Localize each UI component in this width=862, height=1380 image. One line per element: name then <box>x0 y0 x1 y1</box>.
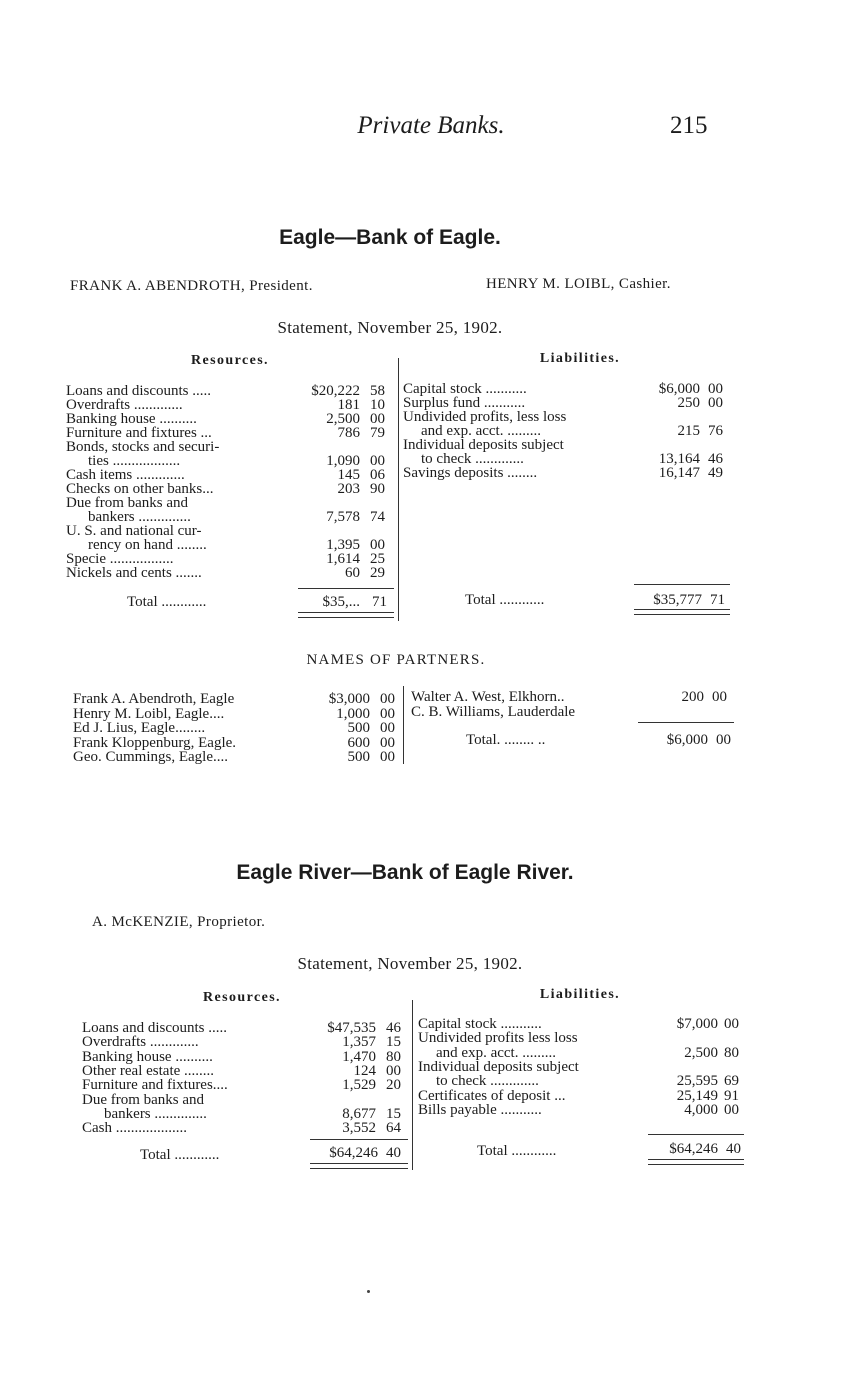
row-label: Frank Kloppenburg, Eagle. <box>73 734 237 751</box>
statement-date: Statement, November 25, 1902. <box>277 318 503 337</box>
row-cents: 46 <box>708 451 723 467</box>
row-cents: 00 <box>380 734 395 751</box>
row-cents: 80 <box>724 1044 739 1061</box>
row-label: Specie ................. <box>66 551 174 567</box>
liabilities-total-dollars: $35,777 <box>653 592 702 608</box>
column-divider <box>398 358 399 621</box>
resources-heading: Resources. <box>203 990 281 1005</box>
row-cents: 79 <box>370 425 385 441</box>
row-cents: 69 <box>724 1073 739 1090</box>
row-dollars: 25,595 <box>676 1073 718 1090</box>
row-label: Banking house .......... <box>82 1048 213 1065</box>
row-cents: 80 <box>386 1048 401 1065</box>
row-cents: 10 <box>370 397 385 413</box>
row-cents: 29 <box>370 565 385 581</box>
row-dollars: 1,000 <box>336 705 370 722</box>
row-dollars: 1,529 <box>342 1077 376 1094</box>
cashier: HENRY M. LOIBL, Cashier. <box>486 276 671 292</box>
row-label: Overdrafts ............. <box>66 397 183 413</box>
row-dollars: 500 <box>347 720 370 736</box>
row-dollars: $6,000 <box>658 381 700 397</box>
row-label: Surplus fund ........... <box>403 395 526 411</box>
row-dollars: 1,614 <box>326 551 360 567</box>
resources-total-cents: 40 <box>386 1145 401 1161</box>
liabilities-total-dollars: $64,246 <box>669 1141 718 1157</box>
page-number: 215 <box>670 112 708 139</box>
row-label: Due from banks and <box>82 1091 205 1108</box>
row-label: Loans and discounts ..... <box>82 1020 227 1036</box>
row-label: Nickels and cents ....... <box>66 565 202 581</box>
row-dollars: 1,395 <box>326 537 360 553</box>
row-dollars: 1,470 <box>342 1048 376 1065</box>
row-label: bankers .............. <box>104 1105 207 1122</box>
row-label: to check ............. <box>421 451 524 467</box>
row-cents: 25 <box>370 551 385 567</box>
resources-total-label: Total ............ <box>127 594 207 610</box>
row-cents: 00 <box>380 705 395 722</box>
bank-title: Eagle River—Bank of Eagle River. <box>236 861 574 884</box>
row-dollars: 2,500 <box>326 411 360 427</box>
partners-total-label: Total. ........ .. <box>466 732 546 748</box>
row-cents: 15 <box>386 1034 401 1051</box>
row-label: ties .................. <box>88 453 181 469</box>
double-rule <box>648 1159 744 1165</box>
row-dollars: 786 <box>337 425 360 441</box>
row-label: Undivided profits, less loss <box>403 409 567 425</box>
row-label: Banking house .......... <box>66 411 197 427</box>
statement-date: Statement, November 25, 1902. <box>297 954 523 973</box>
row-label: Capital stock ........... <box>403 381 527 397</box>
row-dollars: 8,677 <box>342 1105 376 1122</box>
row-label: Individual deposits subject <box>418 1058 579 1075</box>
double-rule <box>298 612 394 618</box>
row-label: Bonds, stocks and securi- <box>66 439 220 455</box>
row-cents: 20 <box>386 1077 401 1094</box>
row-dollars: 1,090 <box>326 453 360 469</box>
partners-total-dollars: $6,000 <box>666 732 708 748</box>
row-cents: 00 <box>380 691 395 707</box>
column-divider <box>412 1000 413 1170</box>
row-cents: 00 <box>708 395 723 411</box>
resources-total-dollars: $35,... <box>322 594 360 610</box>
row-label: Savings deposits ........ <box>403 465 538 481</box>
sum-rule <box>310 1139 408 1140</box>
row-label: Capital stock ........... <box>418 1016 542 1032</box>
double-rule <box>310 1163 408 1169</box>
row-cents: 64 <box>386 1120 401 1137</box>
bank-title: Eagle—Bank of Eagle. <box>279 226 501 249</box>
row-dollars: 600 <box>347 734 370 751</box>
resources-total-cents: 71 <box>372 594 387 610</box>
row-dollars: $7,000 <box>676 1016 718 1032</box>
row-label: Undivided profits less loss <box>418 1030 578 1047</box>
row-cents: 91 <box>724 1087 739 1104</box>
row-dollars: 250 <box>677 395 700 411</box>
double-rule <box>634 609 730 615</box>
row-dollars: 3,552 <box>342 1120 376 1137</box>
sum-rule <box>638 722 734 723</box>
row-dollars: 13,164 <box>658 451 700 467</box>
row-label: Henry M. Loibl, Eagle.... <box>73 705 225 722</box>
row-label: and exp. acct. ......... <box>436 1044 556 1061</box>
row-label: bankers .............. <box>88 509 191 525</box>
row-label: Loans and discounts ..... <box>66 383 211 399</box>
running-title: Private Banks. <box>357 112 505 139</box>
liabilities-total-label: Total ............ <box>465 592 545 608</box>
row-cents: 00 <box>712 689 727 705</box>
liabilities-total-cents: 40 <box>726 1141 741 1157</box>
row-cents: 58 <box>370 383 385 399</box>
row-label: Overdrafts ............. <box>82 1034 199 1051</box>
resources-total-dollars: $64,246 <box>329 1145 378 1161</box>
row-cents: 46 <box>386 1020 401 1036</box>
row-dollars: 200 <box>681 689 704 705</box>
row-label: Walter A. West, Elkhorn.. <box>411 689 565 705</box>
row-dollars: 215 <box>677 423 700 439</box>
row-label: Furniture and fixtures.... <box>82 1077 228 1094</box>
row-dollars: $3,000 <box>328 691 370 707</box>
sum-rule <box>648 1134 744 1135</box>
row-label: and exp. acct. ......... <box>421 423 541 439</box>
row-dollars: 4,000 <box>684 1101 718 1118</box>
row-label: Cash items ............. <box>66 467 185 483</box>
row-label: C. B. Williams, Lauderdale <box>411 703 576 720</box>
row-cents: 00 <box>708 381 723 397</box>
row-label: rency on hand ........ <box>88 537 207 553</box>
printer-dot <box>367 1290 370 1293</box>
resources-total-label: Total ............ <box>140 1147 220 1163</box>
row-cents: 00 <box>370 537 385 553</box>
row-dollars: $47,535 <box>327 1020 376 1036</box>
liabilities-heading: Liabilities. <box>539 351 621 366</box>
row-label: Bills payable ........... <box>418 1101 542 1118</box>
row-label: Checks on other banks... <box>66 481 214 497</box>
sum-rule <box>298 588 394 589</box>
row-dollars: 181 <box>337 397 360 413</box>
row-cents: 74 <box>370 509 385 525</box>
row-dollars: 145 <box>337 467 360 483</box>
row-label: Ed J. Lius, Eagle........ <box>73 720 206 736</box>
resources-heading: Resources. <box>191 353 269 368</box>
row-cents: 00 <box>370 453 385 469</box>
row-label: U. S. and national cur- <box>66 523 202 539</box>
row-label: Geo. Cummings, Eagle.... <box>73 749 228 765</box>
row-label: Cash ................... <box>82 1120 187 1137</box>
sum-rule <box>634 584 730 585</box>
row-dollars: 25,149 <box>676 1087 718 1104</box>
row-cents: 90 <box>370 481 385 497</box>
row-label: Frank A. Abendroth, Eagle <box>73 691 235 707</box>
row-cents: 00 <box>724 1016 739 1032</box>
row-dollars: 60 <box>345 565 360 581</box>
row-label: Certificates of deposit ... <box>418 1087 566 1104</box>
partners-divider <box>403 686 404 764</box>
row-label: Other real estate ........ <box>82 1062 215 1079</box>
liabilities-total-cents: 71 <box>710 592 725 608</box>
row-dollars: 500 <box>347 749 370 765</box>
liabilities-heading: Liabilities. <box>539 987 621 1002</box>
row-cents: 00 <box>380 720 395 736</box>
row-cents: 06 <box>370 467 385 483</box>
proprietor: A. McKENZIE, Proprietor. <box>92 914 266 930</box>
row-dollars: 7,578 <box>326 509 360 525</box>
row-cents: 00 <box>386 1062 401 1079</box>
row-cents: 00 <box>380 749 395 765</box>
row-dollars: 2,500 <box>684 1044 718 1061</box>
row-label: to check ............. <box>436 1073 539 1090</box>
row-dollars: 16,147 <box>658 465 700 481</box>
row-dollars: 1,357 <box>342 1034 376 1051</box>
row-cents: 49 <box>708 465 723 481</box>
liabilities-total-label: Total ............ <box>477 1143 557 1159</box>
row-cents: 00 <box>724 1101 739 1118</box>
row-dollars: 203 <box>337 481 360 497</box>
row-label: Furniture and fixtures ... <box>66 425 212 441</box>
partners-total-cents: 00 <box>716 732 731 748</box>
row-dollars: 124 <box>353 1062 376 1079</box>
partners-title: NAMES OF PARTNERS. <box>306 652 486 668</box>
row-cents: 15 <box>386 1105 401 1122</box>
row-label: Individual deposits subject <box>403 437 564 453</box>
row-cents: 00 <box>370 411 385 427</box>
president: FRANK A. ABENDROTH, President. <box>70 278 313 294</box>
row-cents: 76 <box>708 423 723 439</box>
row-dollars: $20,222 <box>311 383 360 399</box>
row-label: Due from banks and <box>66 495 189 511</box>
